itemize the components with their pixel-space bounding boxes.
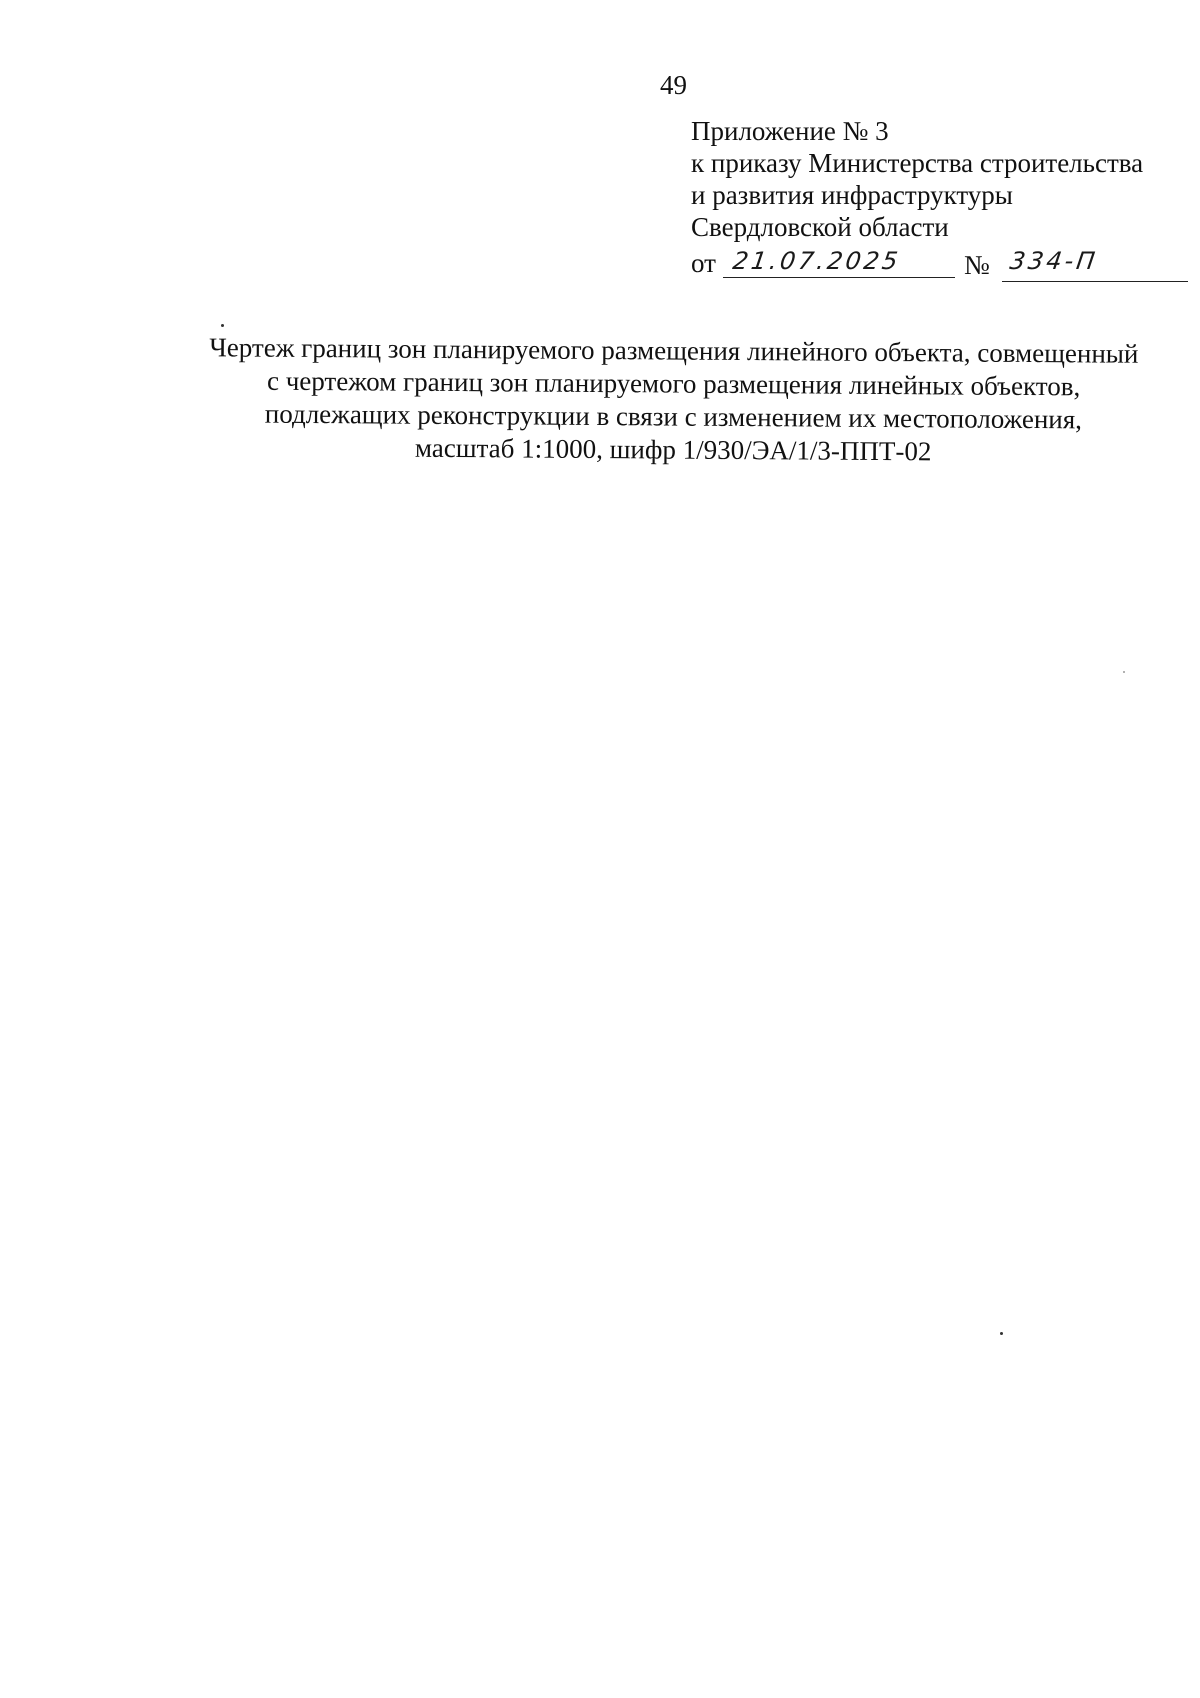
order-date-field (723, 243, 955, 278)
title-line-1: Чертеж границ зон планируемого размещения линейного объекта, совмещенный (209, 332, 1139, 369)
appendix-block (691, 115, 1191, 279)
page-number: 49 (660, 70, 687, 100)
title-line-3: подлежащих реконструкции в связи с изменением их местоположения, (264, 398, 1083, 435)
number-label: № (964, 250, 990, 280)
handwritten-date: 21.07.2025 (731, 247, 903, 275)
scan-speck (221, 324, 224, 327)
appendix-order-line: к приказу Министерства строительства (691, 148, 1144, 178)
document-title (167, 331, 1180, 470)
handwritten-number: 334-П (1008, 247, 1100, 275)
scan-speck (1000, 1332, 1003, 1335)
date-label: от (691, 248, 716, 278)
appendix-ministry-line: и развития инфраструктуры (691, 180, 1013, 210)
appendix-region-line: Свердловской области (691, 212, 949, 242)
order-date-number-row (691, 243, 1191, 279)
order-number-field (1002, 243, 1188, 282)
scan-speck (1123, 671, 1125, 673)
appendix-heading: Приложение № 3 (691, 116, 889, 146)
title-line-2: с чертежом границ зон планируемого размещения линейных объектов, (266, 365, 1081, 402)
title-line-4: масштаб 1:1000, шифр 1/930/ЭА/1/3-ППТ-02 (414, 432, 932, 467)
